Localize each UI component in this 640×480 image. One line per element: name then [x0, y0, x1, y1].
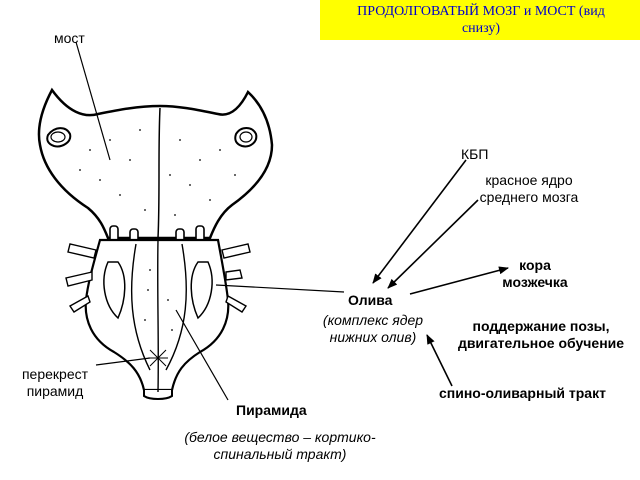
label-oliva-sub-line1: (комплекс ядер — [322, 312, 424, 328]
label-red-nucleus-line1: красное ядро — [485, 172, 573, 188]
label-most: мост — [54, 30, 85, 46]
label-posture-line1: поддержание позы, — [472, 318, 610, 334]
label-perekrest-line1: перекрест — [21, 366, 89, 382]
title-line-2: снизу) — [461, 21, 501, 36]
label-pyramid-sub-line2: спинальный тракт) — [213, 446, 347, 462]
label-kbp: КБП — [461, 146, 489, 162]
kbp-arrow — [373, 160, 466, 283]
label-pyramid: Пирамида — [236, 402, 307, 418]
label-cerebellum — [490, 257, 580, 291]
label-oliva-sub-line2: нижних олив) — [329, 329, 417, 345]
label-oliva-sub — [310, 312, 436, 346]
label-oliva: Олива — [348, 292, 393, 308]
label-cerebellum-line1: кора — [519, 257, 551, 273]
label-pyramid-sub — [160, 429, 400, 463]
label-perekrest-line2: пирамид — [26, 383, 84, 399]
label-red-nucleus — [474, 172, 584, 206]
label-pyramid-sub-line1: (белое вещество – кортико- — [184, 429, 376, 445]
medulla-fissure — [158, 240, 159, 392]
label-red-nucleus-line2: среднего мозга — [479, 189, 579, 205]
label-posture — [446, 318, 636, 352]
label-cerebellum-line2: мозжечка — [502, 274, 568, 290]
pons-outline — [39, 90, 272, 238]
label-spino-olivary: спино-оливарный тракт — [439, 385, 606, 401]
title-line-1: ПРОДОЛГОВАТЫЙ МОЗГ и МОСТ (вид — [357, 4, 605, 19]
label-posture-line2: двигательное обучение — [457, 335, 625, 351]
right-nerve-stump — [235, 128, 256, 146]
label-perekrest — [10, 366, 100, 400]
title-banner — [320, 0, 640, 40]
